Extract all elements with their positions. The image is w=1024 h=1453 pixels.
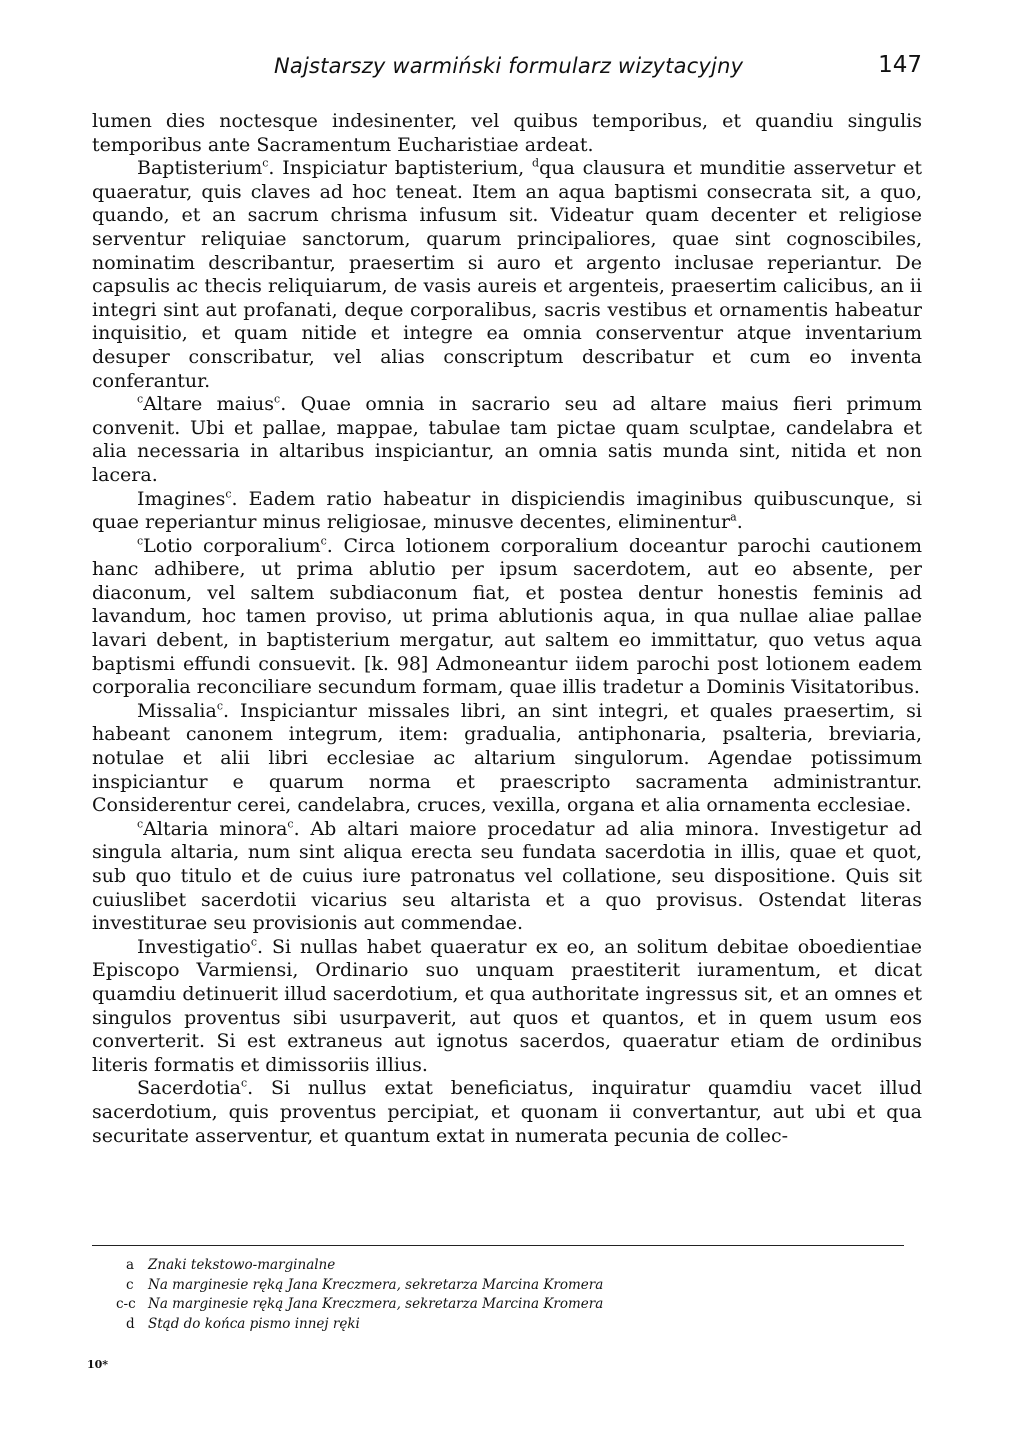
text-run: . — [736, 511, 743, 534]
signature-mark: 10* — [87, 1358, 109, 1371]
text-run: . Eadem ratio habeatur in dispiciendis imaginibus quibuscunque, si quae reperiantur minus religiosae, minusve decentes, eliminentur — [92, 487, 922, 534]
body-text — [92, 110, 922, 1148]
marginal-sign: c — [225, 487, 232, 501]
paragraph — [92, 1077, 922, 1148]
text-run: Missalia — [137, 699, 217, 722]
footnote-text: Stąd do końca pismo innej ręki — [148, 1315, 360, 1332]
paragraph — [92, 535, 922, 700]
footnote-mark: d — [126, 1315, 135, 1332]
text-run: lumen dies noctesque indesinenter, vel quibus temporibus, et quandiu singulis temporibus ante Sacramentum Eucharistiae ardeat. — [92, 110, 922, 156]
footnote-text: Na marginesie ręką Jana Kreczmera, sekretarza Marcina Kromera — [148, 1276, 604, 1293]
text-run: Baptisterium — [137, 157, 263, 180]
marginal-sign: c — [137, 534, 144, 548]
footnote — [126, 1276, 906, 1296]
marginal-sign: c — [287, 817, 294, 831]
text-run: . Si nullas habet quaeratur ex eo, an solitum debitae oboedientiae Episcopo Varmiensi, Ordinario suo unquam praestiterit iuramentum, et dicat quamdiu detinuerit illud sacerdotium, et qua authoritate ingressus sit, et an omnes et singulos proventus sibi usurpaverit, aut quos et quantos, et in quem usum eos converterit. Si est extraneus aut ignotus sacerdos, quaeratur etiam de ordinibus literis formatis et dimissoriis illius. — [92, 935, 922, 1076]
text-run: . Inspiciatur baptisterium, — [268, 157, 533, 180]
text-run: . Si nullus extat beneficiatus, inquiratur quamdiu vacet illud sacerdotium, quis proventus percipiat, et quonam ii convertantur, aut ubi et qua securitate asserventur, et quantum extat in numerata pecunia de collec- — [92, 1077, 922, 1147]
marginal-sign: c — [274, 392, 281, 406]
text-run: . Inspiciantur missales libri, an sint integri, et quales praesertim, si habeant canonem integrum, item: gradualia, antiphonaria, psalteria, breviaria, notulae et alii libri ecclesiae ac altarium singulorum. Agendae potissimum inspiciantur e quarum norma et praescripto sacramenta administrantur. Considerentur cerei, candelabra, cruces, vexilla, organa et alia ornamenta ecclesiae. — [92, 699, 922, 817]
text-run: Imagines — [137, 487, 226, 510]
text-run: . Quae omnia in sacrario seu ad altare maius fieri primum convenit. Ubi et pallae, mappae, tabulae tam pictae quam sculptae, candelabra et alia necessaria in altaribus inspiciantur, an omnia satis munda sint, nitida et non lacera. — [92, 393, 922, 486]
paragraph — [92, 110, 922, 157]
text-run: Sacerdotia — [137, 1077, 241, 1100]
paragraph — [92, 157, 922, 393]
footnotes — [116, 1256, 906, 1334]
marginal-sign: c — [216, 699, 224, 713]
marginal-sign: d — [532, 156, 540, 170]
footnote-mark: c-c — [116, 1296, 136, 1312]
page-header — [92, 52, 922, 92]
text-run: qua clausura et munditie asservetur et quaeratur, quis claves ad hoc teneat. Item an aqua baptismi consecrata sit, a quo, quando, et an sacrum chrisma infusum sit. Videatur quam decenter et religiose serventur reliquiae sanctorum, quarum principaliores, quae sint cognoscibiles, nominatim describantur, praesertim si auro et argento inclusae reperiantur. De capsulis ac thecis reliquiarum, de vasis aureis et argenteis, praesertim calicibus, an ii integri sint aut profanati, deque corporalibus, sacris vestibus et ornamentis habeatur inquisitio, et quam nitide et integre ea omnia conserventur atque inventarium desuper conscribatur, vel alias conscriptum describatur et cum eo inventa conferantur. — [92, 157, 922, 392]
footnote — [116, 1295, 906, 1315]
footnote — [126, 1256, 906, 1276]
marginal-sign: c — [137, 817, 144, 831]
footnote-divider — [92, 1245, 904, 1246]
footnote-text: Znaki tekstowo-marginalne — [148, 1257, 336, 1273]
page-number: 147 — [878, 52, 922, 78]
paragraph — [92, 818, 922, 936]
marginal-sign: c — [137, 392, 144, 406]
paragraph — [92, 393, 922, 487]
running-title: Najstarszy warmiński formularz wizytacyjny — [274, 54, 744, 78]
text-run: Altare maius — [143, 393, 275, 416]
marginal-sign: c — [240, 1077, 248, 1091]
text-run: . Circa lotionem corporalium doceantur parochi cautionem hanc adhibere, ut prima ablutio per ipsum sacerdotem, aut eo absente, per diaconum, vel saltem subdiaconum fiat, et postea dentur honestis feminis ad lavandum, hoc tamen proviso, ut prima ablutionis aqua, in qua nullae aliae pallae lavari debent, in baptisterium mergatur, aut saltem eo immittatur, quo vetus aqua baptismi effundi consuevit. [k. 98] Admoneantur iidem parochi post lotionem eadem corporalia reconciliare secundum formam, quae illis tradetur a Dominis Visitatoribus. — [92, 534, 923, 699]
paragraph — [92, 700, 922, 818]
text-run: Altaria minora — [143, 817, 288, 840]
footnote-mark: c — [126, 1276, 134, 1293]
paragraph — [92, 936, 922, 1078]
footnote-mark: a — [126, 1257, 135, 1273]
marginal-sign: c — [320, 534, 327, 548]
marginal-sign: c — [250, 935, 257, 949]
text-run: . Ab altari maiore procedatur ad alia minora. Investigetur ad singula altaria, num sint aliqua erecta seu fundata sacerdotia in illis, quae et quot, sub quo titulo et de cuius iure patronatus vel collatione, seu dispositione. Quis sit cuiuslibet sacerdotii vicarius seu altarista et a quo provisus. Ostendat literas investiturae seu provisionis aut commendae. — [92, 817, 922, 935]
marginal-sign: a — [730, 510, 737, 524]
marginal-sign: c — [262, 156, 269, 170]
footnote — [126, 1315, 906, 1335]
text-run: Lotio corporalium — [143, 534, 321, 557]
text-run: Investigatio — [137, 935, 251, 958]
footnote-text: Na marginesie ręką Jana Kreczmera, sekretarza Marcina Kromera — [148, 1296, 604, 1312]
paragraph — [92, 488, 922, 535]
